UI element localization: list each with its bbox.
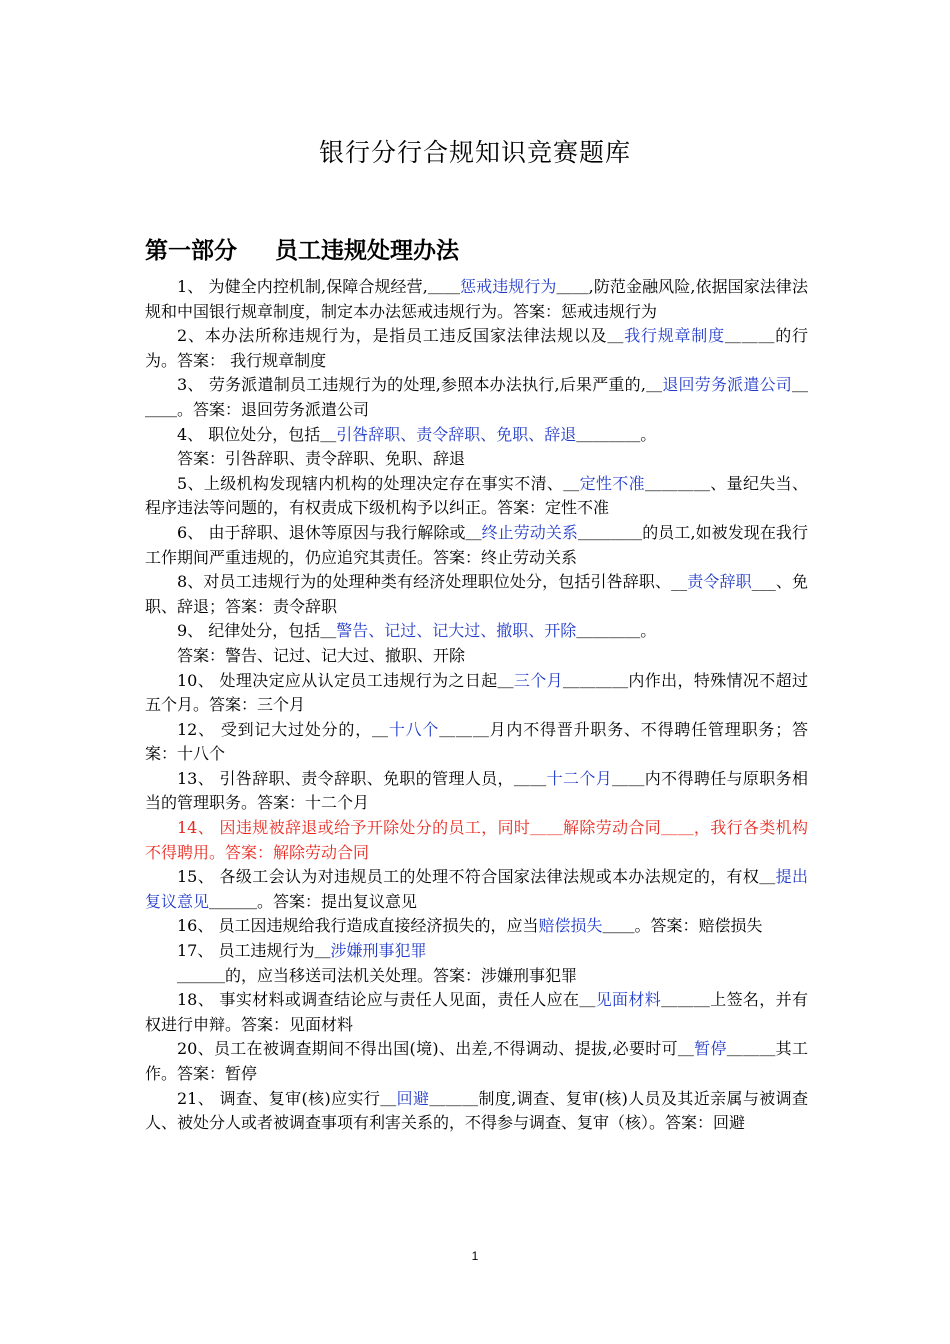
document-title: 银行分行合规知识竞赛题库 xyxy=(318,138,631,167)
question-text: 12、 受到记大过处分的，＿ xyxy=(177,719,389,739)
question-item xyxy=(145,816,808,865)
question-item xyxy=(145,472,808,521)
question-item xyxy=(145,767,808,816)
answer-blank: 退回劳务派遣公司 xyxy=(662,375,792,395)
question-text-continued: ＿＿。答案：赔偿损失 xyxy=(602,916,763,936)
question-text: 10、 处理决定应从认定员工违规行为之日起＿ xyxy=(177,670,514,690)
question-list xyxy=(145,275,808,1136)
answer-blank: 回避 xyxy=(396,1088,430,1108)
question-item xyxy=(145,275,808,324)
question-text: 15、 各级工会认为对违规员工的处理不符合国家法律法规或本办法规定的，有权＿ xyxy=(177,867,776,887)
question-item xyxy=(145,1087,808,1136)
question-text-continued: ＿＿,防范金融风险,依据国家法律法规和中国银行规章制度，制定本办法惩戒违规行为。答案：惩戒违规行为 xyxy=(145,277,808,321)
page-number: 1 xyxy=(471,1249,479,1263)
question-text: 5、上级机构发现辖内机构的处理决定存在事实不清、＿ xyxy=(177,473,580,493)
question-text: 16、 员工因违规给我行造成直接经济损失的，应当 xyxy=(177,916,539,936)
answer-blank: 见面材料 xyxy=(595,990,662,1010)
answer-blank: 责令辞职 xyxy=(687,572,752,592)
question-item xyxy=(145,718,808,767)
question-text-continued: ＿＿＿。答案：提出复议意见 xyxy=(209,891,418,911)
question-text: 13、 引咎辞职、责令辞职、免职的管理人员，＿＿ xyxy=(177,768,547,788)
question-text-continued: ＿＿＿＿内作出，特殊情况不超过五个月。答案：三个月 xyxy=(145,670,808,715)
question-text-continued: ＿＿＿＿的员工,如被发现在我行工作期间严重违规的，仍应追究其责任。答案：终止劳动关系 xyxy=(145,522,808,567)
answer-blank: 三个月 xyxy=(513,670,563,690)
question-text: 18、 事实材料或调查结论应与责任人见面，责任人应在＿ xyxy=(177,990,596,1010)
answer-blank: 十二个月 xyxy=(546,768,613,788)
answer-blank: 惩戒违规行为 xyxy=(460,277,557,296)
question-item xyxy=(145,521,808,570)
question-text-continued: ＿＿＿上签名，并有权进行申辩。答案：见面材料 xyxy=(145,990,808,1034)
question-item xyxy=(145,865,808,914)
question-text-continued: ＿＿＿＿。 xyxy=(576,424,657,444)
question-text-continued: ＿＿＿月内不得晋升职务、不得聘任管理职务；答案：十八个 xyxy=(145,719,808,764)
answer-blank: 暂停 xyxy=(694,1039,727,1059)
section-number: 第一部分 xyxy=(145,238,237,264)
question-text: 2、本办法所称违规行为，是指员工违反国家法律法规以及＿ xyxy=(177,326,625,346)
question-text: 9、 纪律处分，包括＿ xyxy=(177,621,337,641)
question-item xyxy=(145,914,808,939)
answer-line: 答案：引咎辞职、责令辞职、免职、辞退 xyxy=(177,449,466,469)
question-item xyxy=(145,373,808,422)
question-text: 14、 因违规被辞退或给予开除处分的员工，同时＿＿解除劳动合同＿＿，我行各类机构不得聘用。答案：解除劳动合同 xyxy=(145,818,808,862)
section-name: 员工违规处理办法 xyxy=(275,238,459,264)
question-text: 8、对员工违规行为的处理种类有经济处理职位处分，包括引咎辞职、__ xyxy=(177,572,688,592)
question-item xyxy=(145,669,808,718)
answer-line: 答案：警告、记过、记大过、撤职、开除 xyxy=(177,645,466,665)
question-text: 4、 职位处分，包括＿ xyxy=(177,424,337,444)
answer-blank: 我行规章制度 xyxy=(624,326,725,346)
question-text-continued: ＿＿＿其工作。答案：暂停 xyxy=(145,1039,808,1083)
question-item xyxy=(145,619,808,644)
question-item xyxy=(145,423,808,448)
question-text: 20、员工在被调查期间不得出国(境)、出差,不得调动、提拔,必要时可＿ xyxy=(177,1039,695,1059)
question-text-continued: ___、免职、辞退；答案：责令辞职 xyxy=(145,572,808,616)
question-text: 17、 员工违规行为＿ xyxy=(177,941,331,961)
answer-blank: 警告、记过、记大过、撤职、开除 xyxy=(336,621,577,641)
question-item xyxy=(145,939,808,964)
answer-blank: 定性不准 xyxy=(579,473,645,493)
question-text-continued: ＿＿＿。答案：退回劳务派遣公司 xyxy=(145,375,808,419)
answer-blank: 十八个 xyxy=(388,719,440,739)
answer-blank: 终止劳动关系 xyxy=(481,522,578,542)
question-text-continued: ＿＿＿的行为。答案： 我行规章制度 xyxy=(145,326,808,370)
question-text: 3、 劳务派遣制员工违规行为的处理,参照本办法执行,后果严重的,＿ xyxy=(177,375,663,395)
question-item xyxy=(145,570,808,619)
section-heading xyxy=(145,232,459,265)
question-text-continued: ＿＿＿＿。 xyxy=(576,621,657,641)
question-text-continued: ＿＿＿制度,调查、复审(核)人员及其近亲属与被调查人、被处分人或者被调查事项有利害关系的，不得参与调查、复审（核）。答案：回避 xyxy=(145,1088,808,1133)
answer-blank: 引咎辞职、责令辞职、免职、辞退 xyxy=(336,424,577,444)
question-item xyxy=(145,1037,808,1086)
question-text: 21、 调查、复审(核)应实行＿ xyxy=(177,1088,397,1108)
question-item xyxy=(145,988,808,1037)
question-text-continued: ＿＿＿＿、量纪失当、程序违法等问题的，有权责成下级机构予以纠正。答案：定性不准 xyxy=(145,473,808,518)
question-text-continued: ＿＿内不得聘任与原职务相当的管理职务。答案：十二个月 xyxy=(145,768,808,813)
question-text: 6、 由于辞职、退休等原因与我行解除或＿ xyxy=(177,522,482,542)
answer-blank: 赔偿损失 xyxy=(538,916,603,936)
answer-line: ＿＿＿的，应当移送司法机关处理。答案：涉嫌刑事犯罪 xyxy=(177,965,578,985)
answer-blank: 提出复议意见 xyxy=(145,867,808,911)
question-text: 1、 为健全内控机制,保障合规经营,＿＿ xyxy=(177,277,461,296)
answer-blank: 涉嫌刑事犯罪 xyxy=(330,941,427,961)
question-item xyxy=(145,324,808,373)
